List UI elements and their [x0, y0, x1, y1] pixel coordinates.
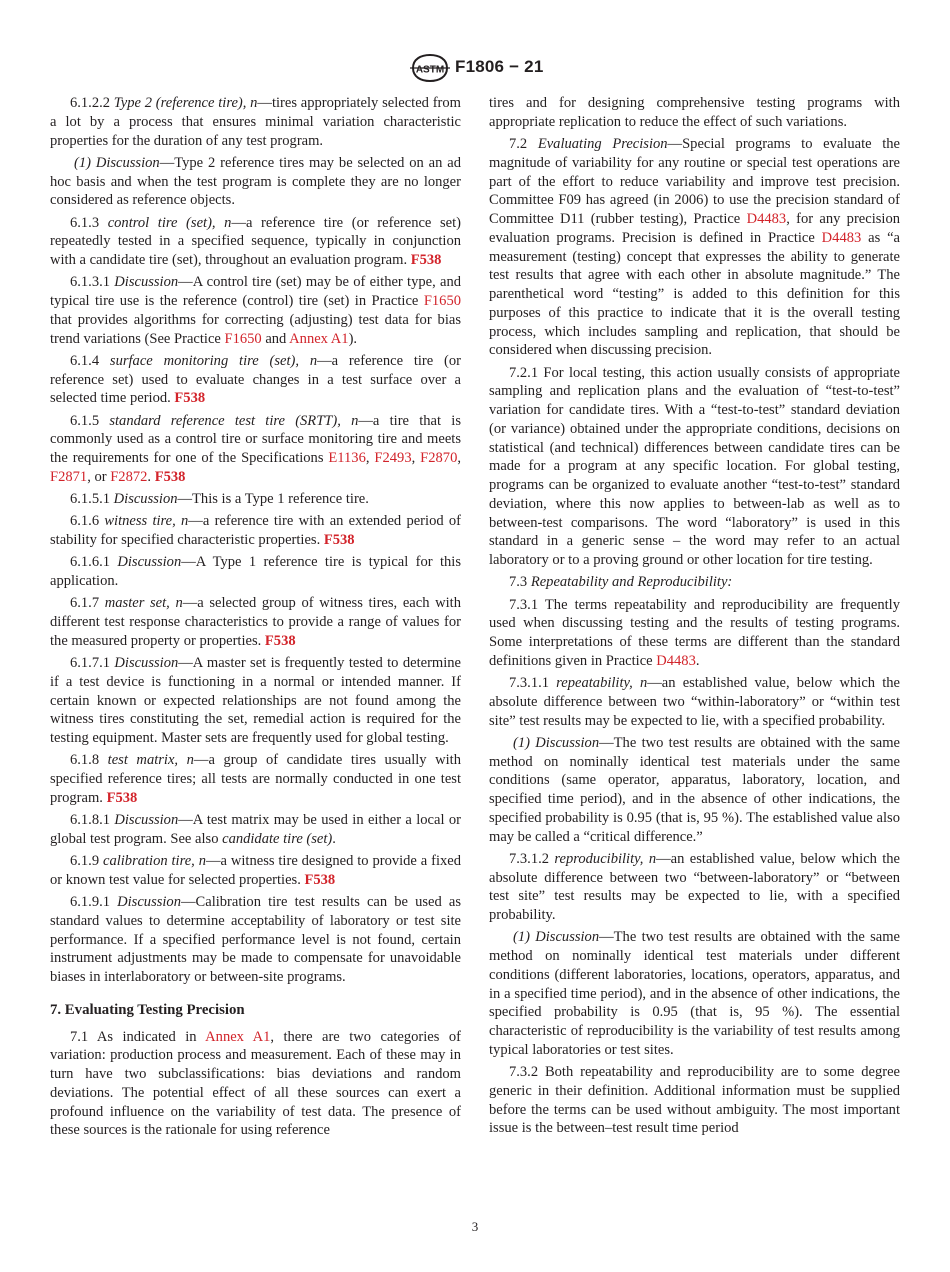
- para-7-2-1: 7.2.1 For local testing, this action usually consists of appropriate sampling and replication plans and the evaluation of “test-to-test” variation for candidate tires. With a “test-to-test” standard deviation (or variance) obtained under the appropriate conditions, decisions on statistical (and technical) differences between candidate tires can be made for a program at any specific location. For global testing, programs can be organized to evaluate another “test-to-test” standard deviation, where this now applies to between-lab as well as to between-test comparisons. The word “laboratory” is used in this standard in a generic sense – the word may refer to an actual laboratory or to a proving ground or other location for tire testing.: [489, 364, 900, 568]
- ref-link-d4483[interactable]: D4483: [746, 211, 787, 227]
- def-6-1-5-1: 6.1.5.1 Discussion—This is a Type 1 reference tire.: [70, 491, 369, 507]
- ref-link-f538[interactable]: F538: [264, 632, 296, 649]
- def-6-1-3: 6.1.3 control tire (set), n—a reference tire (or reference set) repeatedly tested in a specified sequence, typically in conjunction with a candidate tire (set), throughout an evaluation program. F538: [50, 214, 462, 268]
- ref-link-f2871[interactable]: F2871: [50, 468, 88, 485]
- def-6-1-5: 6.1.5 standard reference test tire (SRTT), n—a tire that is commonly used as a control tire or surface monitoring tire and meets the requirements for one of the Specifications E1136, F2493, F2870, F2871, or F2872. F538: [50, 412, 461, 485]
- ref-link-f2493[interactable]: F2493: [374, 450, 412, 466]
- ref-link-f538[interactable]: F538: [410, 252, 442, 268]
- ref-link-f2870[interactable]: F2870: [420, 450, 458, 466]
- ref-link-d4483[interactable]: D4483: [656, 652, 696, 669]
- ref-link-f538[interactable]: F538: [154, 468, 186, 485]
- def-6-1-9-1: 6.1.9.1 Discussion—Calibration tire test results can be used as standard values to determine acceptability of laboratory or test site performance. If a specified performance level is not found, certain instrument adjustments may be made to compensate for unavoidable biases in interlaboratory or between-site programs.: [50, 894, 462, 985]
- def-6-1-6-1: 6.1.6.1 Discussion—A Type 1 reference tire is typical for this application.: [50, 554, 462, 589]
- para-7-3-1: 7.3.1 The terms repeatability and reproducibility are frequently used when discussing testing and the results of testing programs. Some interpretations of these terms are different than the standard definitions given in Practice D4483.: [489, 596, 900, 669]
- ref-link-f538[interactable]: F538: [106, 789, 138, 806]
- ref-link-f1650[interactable]: F1650: [423, 293, 461, 309]
- para-7-1-continued: tires and for designing comprehensive testing programs with appropriate replication to reduce the effect of such variations.: [489, 95, 900, 130]
- def-7-3-1-1: 7.3.1.1 repeatability, n—an established value, below which the absolute difference between two “within-laboratory” or “within test site” test results may be expected to lie, with a specified probability.: [489, 675, 901, 729]
- def-6-1-4: 6.1.4 surface monitoring tire (set), n—a reference tire (or reference set) used to evaluate changes in a test surface over a selected time period. F538: [50, 352, 462, 407]
- ref-link-f538[interactable]: F538: [304, 871, 336, 888]
- ref-link-annex-a1[interactable]: Annex A1: [289, 330, 349, 347]
- page-number: 3: [471, 1219, 479, 1234]
- ref-link-e1136[interactable]: E1136: [328, 450, 366, 466]
- ref-link-f538[interactable]: F538: [174, 390, 206, 407]
- para-7-3-2: 7.3.2 Both repeatability and reproducibility are to some degree generic in their definition. Additional information must be supplied before the terms can be used without ambiguity. The most important issue is the between–test result time period: [489, 1064, 900, 1137]
- left-column: [50, 94, 461, 1144]
- page-header: [0, 50, 950, 86]
- def-6-1-7: 6.1.7 master set, n—a selected group of witness tires, each with different test response characteristics to provide a range of values for the measured property or properties. F538: [50, 595, 461, 649]
- def-7-3-1-2: 7.3.1.2 reproducibility, n—an established value, below which the absolute difference between two “between-laboratory” or “between test site” test results may be expected to lie, with a specified probability.: [489, 850, 901, 923]
- ref-link-f538[interactable]: F538: [323, 532, 355, 548]
- ref-link-d4483[interactable]: D4483: [821, 229, 862, 246]
- ref-link-f1650[interactable]: F1650: [224, 330, 262, 347]
- section-heading-7: 7. Evaluating Testing Precision: [50, 1001, 245, 1018]
- def-6-1-3-1: 6.1.3.1 Discussion—A control tire (set) may be of either type, and typical tire use is the reference (control) tire (set) in Practice F1650 that provides algorithms for correcting (adjusting) test data for bias trend variations (See Practice F1650 and Annex A1).: [50, 274, 462, 347]
- para-7-3: 7.3 Repeatability and Reproducibility:: [509, 574, 733, 591]
- def-6-1-8-1: 6.1.8.1 Discussion—A test matrix may be used in either a local or global test program. See also candidate tire (set).: [50, 812, 461, 847]
- logo-text: ASTM: [415, 64, 445, 76]
- para-7-2: 7.2 Evaluating Precision—Special programs to evaluate the magnitude of variability for any routine or special test operations are part of the effort to reduce variability and improve test precision. Committee F09 has agreed (in 2006) to use the precision standard of Committee D11 (rubber testing), Practice D4483, for any precision evaluation programs. Precision is defined in Practice D4483 as “a measurement (testing) concept that expresses the ability to generate test results that agree with each other in absolute magnitude.” The parenthetical word “testing” is added to this definition for this purposes of this practice to indicate that it is the overall testing process, which includes sampling and replication, that should be considered when discussing precision.: [489, 136, 901, 359]
- def-6-1-8: 6.1.8 test matrix, n—a group of candidate tires usually with specified reference tires; all tests are normally conducted in one test program. F538: [50, 752, 461, 806]
- ref-link-annex-a1[interactable]: Annex A1: [205, 1028, 271, 1045]
- document-designation: F1806 − 21: [455, 57, 544, 76]
- astm-logo-icon: [409, 54, 451, 82]
- discussion-7-3-1-2: (1) Discussion—The two test results are obtained with the same method on nominally identical test materials under different conditions (different laboratories, locations, operators, apparatus, and in a specified time period), and in the absence of other indications, the specified probability is 0.95 (that is, 95 %). The essential characteristic of reproducibility is the variability of test results among typical laboratories or test sites.: [489, 929, 900, 1058]
- discussion-6-1-2-2: (1) Discussion—Type 2 reference tires may be selected on an ad hoc basis and when the test program is complete they are no longer considered as reference objects.: [50, 154, 461, 209]
- def-6-1-2-2: 6.1.2.2 Type 2 (reference tire), n—tires appropriately selected from a lot by a process that ensures minimal variation characteristic properties for the duration of any test program.: [50, 95, 461, 149]
- def-6-1-9: 6.1.9 calibration tire, n—a witness tire designed to provide a fixed or known test value for selected properties. F538: [50, 853, 462, 888]
- discussion-7-3-1-1: (1) Discussion—The two test results are obtained with the same method on nominally identical test materials under the same conditions (same operator, apparatus, laboratory, location, and specified time period), and in the absence of other indications, the specified probability is 0.95 (that is, 95 %). The established value also may be called a “critical difference.”: [489, 734, 900, 845]
- para-7-1: 7.1 As indicated in Annex A1, there are two categories of variation: production process and measurement. Each of these may in turn have two subclassifications: bias deviations and random deviations. The potential effect of all these sources can exert a profound influence on the variability of test data. The presence of these sources is the rationale for using reference: [50, 1028, 461, 1139]
- def-6-1-6: 6.1.6 witness tire, n—a reference tire with an extended period of stability for specified characteristic properties. F538: [50, 513, 461, 548]
- ref-link-f2872[interactable]: F2872: [110, 468, 148, 485]
- right-column: [489, 94, 900, 1142]
- def-6-1-7-1: 6.1.7.1 Discussion—A master set is frequently tested to determine if a test device is functioning in a normal or intended manner. If certain known or expected relationships are not found among the witness tires constituting the set, remedial action is required for the testing equipment. Master sets are frequently used for global testing.: [50, 655, 461, 746]
